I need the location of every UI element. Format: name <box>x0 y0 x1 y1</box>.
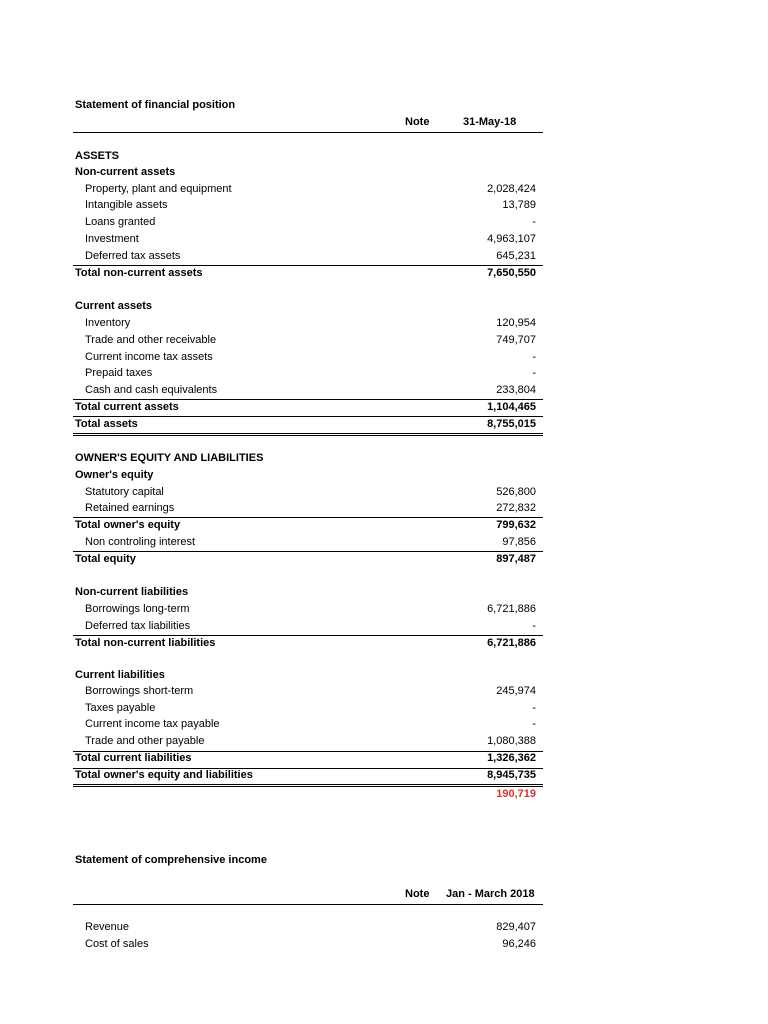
sfp-title: Statement of financial position <box>75 99 236 111</box>
sfp-note-header: Note <box>405 116 430 128</box>
row-value: 96,246 <box>502 938 536 950</box>
row-label: Revenue <box>85 921 130 933</box>
row-value: 272,832 <box>496 502 536 514</box>
header-rule <box>73 904 543 905</box>
total-label: Total owner's equity and liabilities <box>75 769 253 781</box>
difference-value: 190,719 <box>496 788 536 800</box>
row-label: Loans granted <box>85 216 156 228</box>
total-label: Total current liabilities <box>75 752 192 764</box>
row-value: 1,080,388 <box>487 735 536 747</box>
section-heading: Owner's equity <box>75 469 154 481</box>
row-label: Inventory <box>85 317 131 329</box>
section-heading: Current assets <box>75 300 153 312</box>
row-value: - <box>532 216 536 228</box>
total-label: Total current assets <box>75 401 179 413</box>
double-rule <box>73 433 543 436</box>
row-label: Current income tax assets <box>85 351 213 363</box>
total-label: Total non-current assets <box>75 267 203 279</box>
row-label: Borrowings long-term <box>85 603 190 615</box>
row-value: - <box>532 351 536 363</box>
row-label: Current income tax payable <box>85 718 220 730</box>
sfp-period-header: 31-May-18 <box>463 116 517 128</box>
row-label: Intangible assets <box>85 199 168 211</box>
section-heading: OWNER'S EQUITY AND LIABILITIES <box>75 452 264 464</box>
total-value: 6,721,886 <box>487 637 536 649</box>
row-label: Borrowings short-term <box>85 685 194 697</box>
row-label: Taxes payable <box>85 702 156 714</box>
total-value: 7,650,550 <box>487 267 536 279</box>
row-label: Cost of sales <box>85 938 149 950</box>
assets-heading: ASSETS <box>75 150 120 162</box>
row-value: 526,800 <box>496 486 536 498</box>
row-label: Statutory capital <box>85 486 164 498</box>
row-label: Deferred tax assets <box>85 250 181 262</box>
sci-title: Statement of comprehensive income <box>75 854 267 866</box>
total-label: Total equity <box>75 553 136 565</box>
sci-period-header: Jan - March 2018 <box>446 888 535 900</box>
rule <box>73 635 543 636</box>
row-value: 2,028,424 <box>487 183 536 195</box>
row-label: Prepaid taxes <box>85 367 153 379</box>
row-value: - <box>532 367 536 379</box>
row-value: 97,856 <box>502 536 536 548</box>
header-rule <box>73 132 543 133</box>
total-value: 8,945,735 <box>487 769 536 781</box>
row-label: Cash and cash equivalents <box>85 384 218 396</box>
rule <box>73 517 543 518</box>
row-label: Non controling interest <box>85 536 196 548</box>
row-value: - <box>532 620 536 632</box>
row-value: 829,407 <box>496 921 536 933</box>
row-value: - <box>532 702 536 714</box>
section-heading: Current liabilities <box>75 669 165 681</box>
row-label: Trade and other payable <box>85 735 205 747</box>
row-value: 13,789 <box>502 199 536 211</box>
total-value: 1,104,465 <box>487 401 536 413</box>
row-label: Investment <box>85 233 139 245</box>
total-value: 1,326,362 <box>487 752 536 764</box>
total-value: 8,755,015 <box>487 418 536 430</box>
row-value: 233,804 <box>496 384 536 396</box>
rule <box>73 416 543 417</box>
total-label: Total non-current liabilities <box>75 637 216 649</box>
row-value: 4,963,107 <box>487 233 536 245</box>
total-label: Total owner's equity <box>75 519 181 531</box>
rule <box>73 399 543 400</box>
row-label: Retained earnings <box>85 502 175 514</box>
row-value: 645,231 <box>496 250 536 262</box>
row-label: Trade and other receivable <box>85 334 217 346</box>
section-heading: Non-current liabilities <box>75 586 189 598</box>
row-label: Property, plant and equipment <box>85 183 232 195</box>
total-label: Total assets <box>75 418 138 430</box>
double-rule <box>73 784 543 787</box>
sci-note-header: Note <box>405 888 430 900</box>
row-label: Deferred tax liabilities <box>85 620 191 632</box>
total-value: 799,632 <box>496 519 536 531</box>
row-value: 245,974 <box>496 685 536 697</box>
noncurrent-assets-heading: Non-current assets <box>75 166 176 178</box>
total-value: 897,487 <box>496 553 536 565</box>
row-value: 6,721,886 <box>487 603 536 615</box>
rule <box>73 265 543 266</box>
row-value: 120,954 <box>496 317 536 329</box>
row-value: 749,707 <box>496 334 536 346</box>
rule <box>73 551 543 552</box>
row-value: - <box>532 718 536 730</box>
